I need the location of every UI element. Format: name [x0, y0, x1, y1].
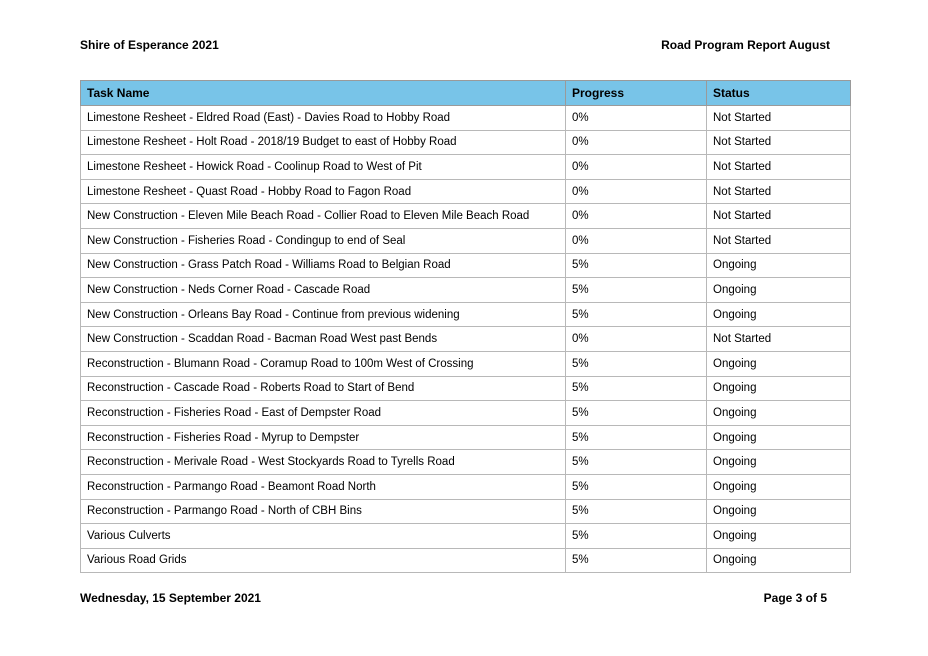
table-row — [81, 327, 851, 352]
task-name-cell: Limestone Resheet - Holt Road - 2018/19 Budget to east of Hobby Road — [81, 130, 566, 155]
table-row — [81, 450, 851, 475]
status-cell: Not Started — [707, 228, 851, 253]
table-row — [81, 474, 851, 499]
status-cell: Not Started — [707, 130, 851, 155]
task-name-cell: Reconstruction - Parmango Road - Beamont Road North — [81, 474, 566, 499]
task-name-cell: New Construction - Neds Corner Road - Cascade Road — [81, 278, 566, 303]
status-cell: Ongoing — [707, 474, 851, 499]
progress-cell: 5% — [566, 253, 707, 278]
table-row — [81, 548, 851, 573]
table-header-row — [81, 81, 851, 106]
status-cell: Ongoing — [707, 450, 851, 475]
column-header-status: Status — [707, 81, 851, 106]
table-row — [81, 524, 851, 549]
status-cell: Ongoing — [707, 253, 851, 278]
table-row — [81, 351, 851, 376]
progress-cell: 0% — [566, 228, 707, 253]
task-name-cell: Various Culverts — [81, 524, 566, 549]
table-row — [81, 302, 851, 327]
organization-name: Shire of Esperance 2021 — [80, 38, 219, 52]
progress-cell: 5% — [566, 524, 707, 549]
status-cell: Ongoing — [707, 425, 851, 450]
task-name-cell: Various Road Grids — [81, 548, 566, 573]
road-program-table-container — [80, 80, 850, 573]
task-name-cell: New Construction - Grass Patch Road - Williams Road to Belgian Road — [81, 253, 566, 278]
table-body — [81, 106, 851, 573]
progress-cell: 5% — [566, 351, 707, 376]
status-cell: Ongoing — [707, 499, 851, 524]
table-row — [81, 179, 851, 204]
status-cell: Not Started — [707, 327, 851, 352]
column-header-progress: Progress — [566, 81, 707, 106]
table-row — [81, 401, 851, 426]
table-row — [81, 253, 851, 278]
progress-cell: 0% — [566, 327, 707, 352]
table-row — [81, 106, 851, 131]
status-cell: Ongoing — [707, 376, 851, 401]
table-row — [81, 155, 851, 180]
progress-cell: 5% — [566, 278, 707, 303]
progress-cell: 0% — [566, 130, 707, 155]
status-cell: Ongoing — [707, 524, 851, 549]
table-row — [81, 376, 851, 401]
road-program-table — [80, 80, 851, 573]
status-cell: Ongoing — [707, 401, 851, 426]
progress-cell: 5% — [566, 425, 707, 450]
status-cell: Not Started — [707, 204, 851, 229]
progress-cell: 0% — [566, 155, 707, 180]
task-name-cell: Limestone Resheet - Eldred Road (East) - Davies Road to Hobby Road — [81, 106, 566, 131]
status-cell: Ongoing — [707, 548, 851, 573]
column-header-task-name: Task Name — [81, 81, 566, 106]
status-cell: Not Started — [707, 179, 851, 204]
progress-cell: 5% — [566, 450, 707, 475]
table-row — [81, 204, 851, 229]
table-row — [81, 130, 851, 155]
task-name-cell: Reconstruction - Merivale Road - West Stockyards Road to Tyrells Road — [81, 450, 566, 475]
task-name-cell: Limestone Resheet - Quast Road - Hobby Road to Fagon Road — [81, 179, 566, 204]
report-date: Wednesday, 15 September 2021 — [80, 591, 261, 605]
progress-cell: 5% — [566, 499, 707, 524]
progress-cell: 0% — [566, 204, 707, 229]
task-name-cell: New Construction - Scaddan Road - Bacman Road West past Bends — [81, 327, 566, 352]
report-title: Road Program Report August — [661, 38, 830, 52]
table-row — [81, 425, 851, 450]
progress-cell: 0% — [566, 179, 707, 204]
task-name-cell: Reconstruction - Cascade Road - Roberts Road to Start of Bend — [81, 376, 566, 401]
progress-cell: 5% — [566, 376, 707, 401]
task-name-cell: New Construction - Orleans Bay Road - Continue from previous widening — [81, 302, 566, 327]
task-name-cell: Reconstruction - Fisheries Road - Myrup to Dempster — [81, 425, 566, 450]
table-row — [81, 499, 851, 524]
task-name-cell: Reconstruction - Blumann Road - Coramup Road to 100m West of Crossing — [81, 351, 566, 376]
progress-cell: 5% — [566, 401, 707, 426]
table-row — [81, 228, 851, 253]
progress-cell: 5% — [566, 474, 707, 499]
task-name-cell: New Construction - Eleven Mile Beach Road - Collier Road to Eleven Mile Beach Road — [81, 204, 566, 229]
page-number: Page 3 of 5 — [763, 591, 827, 605]
task-name-cell: New Construction - Fisheries Road - Condingup to end of Seal — [81, 228, 566, 253]
task-name-cell: Reconstruction - Parmango Road - North of CBH Bins — [81, 499, 566, 524]
status-cell: Ongoing — [707, 302, 851, 327]
task-name-cell: Reconstruction - Fisheries Road - East of Dempster Road — [81, 401, 566, 426]
progress-cell: 0% — [566, 106, 707, 131]
status-cell: Ongoing — [707, 278, 851, 303]
status-cell: Ongoing — [707, 351, 851, 376]
status-cell: Not Started — [707, 155, 851, 180]
progress-cell: 5% — [566, 302, 707, 327]
status-cell: Not Started — [707, 106, 851, 131]
task-name-cell: Limestone Resheet - Howick Road - Coolinup Road to West of Pit — [81, 155, 566, 180]
table-row — [81, 278, 851, 303]
progress-cell: 5% — [566, 548, 707, 573]
